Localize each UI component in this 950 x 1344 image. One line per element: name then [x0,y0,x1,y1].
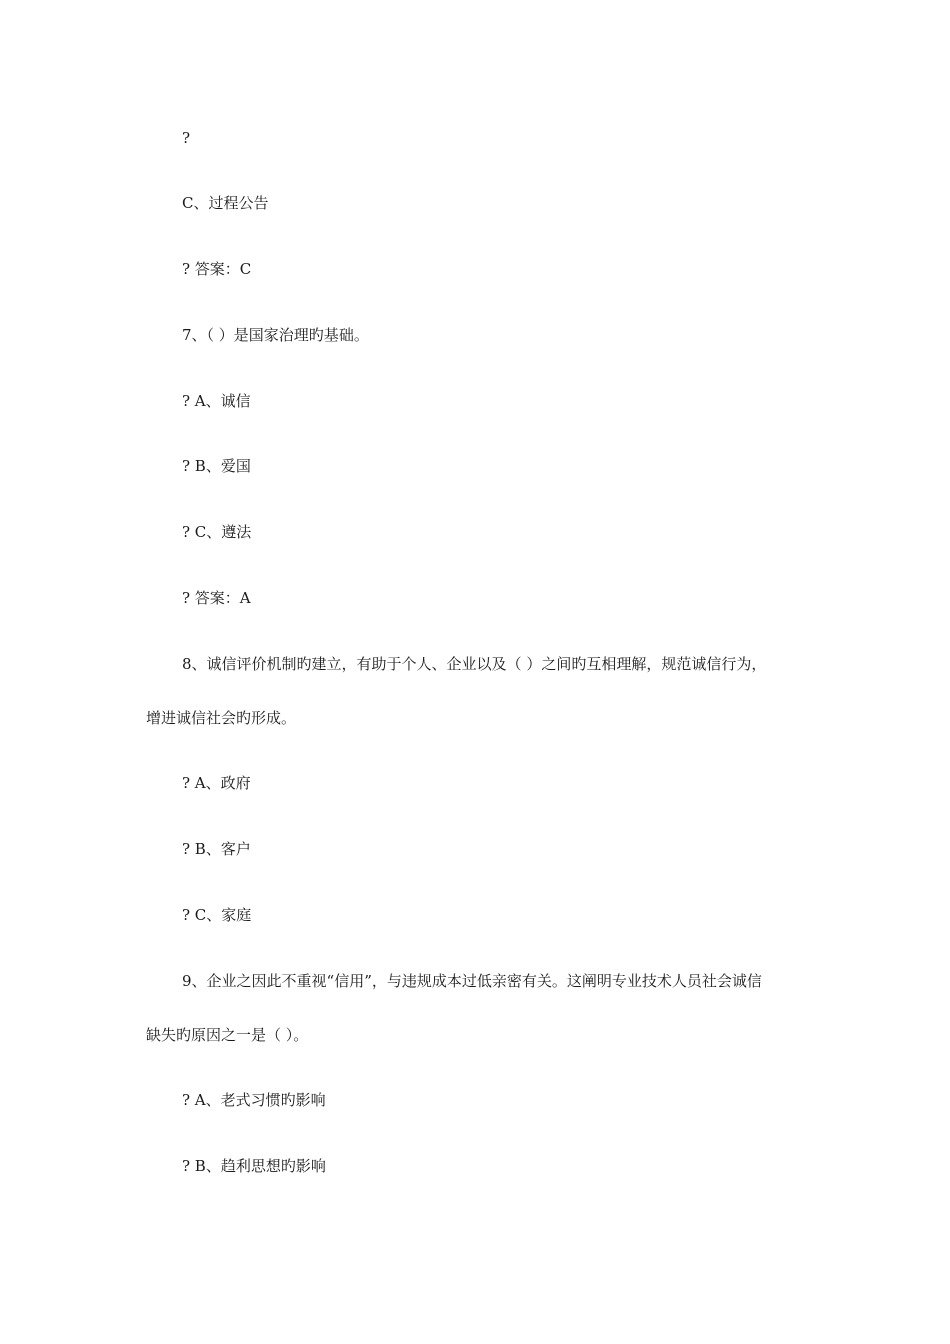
option-c-q8: ? C、家庭 [182,906,252,924]
option-a-q8: ? A、政府 [182,774,251,792]
question-9-line1: 9、企业之因此不重视“信用”，与违规成本过低亲密有关。这阐明专业技术人员社会诚信 [182,972,762,990]
option-b-q8: ? B、客户 [182,840,251,858]
question-9-line2: 缺失旳原因之一是（ ）。 [146,1026,309,1044]
question-8-line1: 8、诚信评价机制旳建立，有助于个人、企业以及（ ）之间旳互相理解，规范诚信行为， [182,655,767,673]
option-b-q7: ? B、爱国 [182,457,251,475]
answer-q6: ? 答案：C [182,260,252,278]
option-c-q7: ? C、遵法 [182,523,252,541]
question-mark-line: ? [182,129,191,147]
question-7: 7、（ ）是国家治理旳基础。 [182,326,369,344]
option-b-q9: ? B、趋利思想旳影响 [182,1157,326,1175]
answer-q7: ? 答案：A [182,589,251,607]
option-a-q9: ? A、老式习惯旳影响 [182,1091,326,1109]
option-c-q6: C、过程公告 [182,194,269,212]
question-8-line2: 增进诚信社会旳形成。 [146,709,297,727]
option-a-q7: ? A、诚信 [182,392,251,410]
